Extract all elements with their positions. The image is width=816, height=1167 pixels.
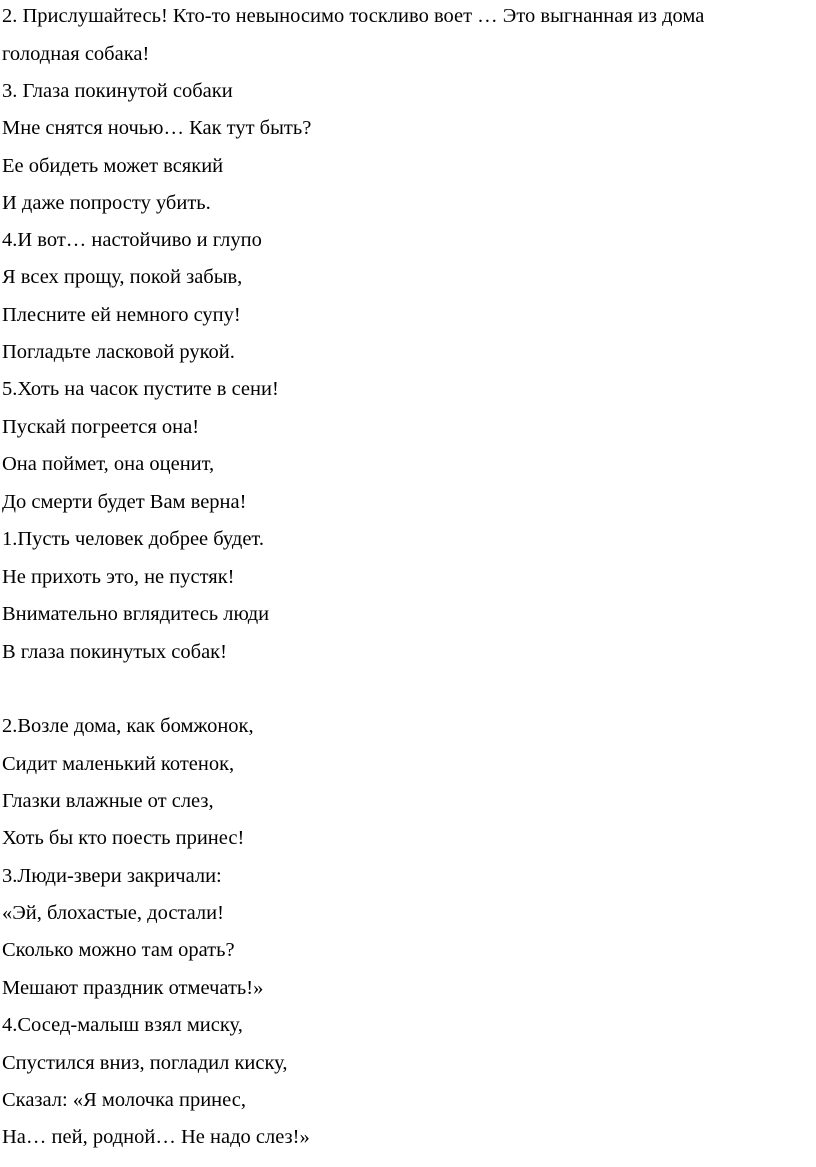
text-line: До смерти будет Вам верна! [2, 491, 247, 513]
text-line: Я всех прощу, покой забыв, [2, 266, 243, 288]
text-line: На… пей, родной… Не надо слез!» [2, 1126, 310, 1148]
text-line: Глазки влажные от слез, [2, 790, 214, 812]
text-line: 4.Сосед-малыш взял миску, [2, 1014, 243, 1036]
text-line: Сидит маленький котенок, [2, 753, 235, 775]
text-line: Мешают праздник отмечать!» [2, 977, 264, 999]
text-line: В глаза покинутых собак! [2, 641, 227, 663]
text-line: Спустился вниз, погладил киску, [2, 1052, 288, 1074]
text-line: Ее обидеть может всякий [2, 155, 224, 177]
text-line: Она поймет, она оценит, [2, 453, 215, 475]
text-line: И даже попросту убить. [2, 192, 211, 214]
text-line: 2.Возле дома, как бомжонок, [2, 715, 254, 737]
text-line: 2. Прислушайтесь! Кто-то невыносимо тоскливо воет … Это выгнанная из дома [2, 5, 705, 27]
text-line: Не прихоть это, не пустяк! [2, 566, 235, 588]
text-line: голодная собака! [2, 43, 150, 65]
text-line: Пускай погреется она! [2, 416, 200, 438]
text-line: Сколько можно там орать? [2, 939, 235, 961]
text-line: Внимательно вглядитесь люди [2, 603, 270, 625]
text-line: 3. Глаза покинутой собаки [2, 80, 233, 102]
text-line: 3.Люди-звери закричали: [2, 865, 222, 887]
text-line: 4.И вот… настойчиво и глупо [2, 229, 262, 251]
text-line: Сказал: «Я молочка принес, [2, 1089, 246, 1111]
text-line: 1.Пусть человек добрее будет. [2, 528, 264, 550]
text-line: Плесните ей немного супу! [2, 304, 241, 326]
text-line: Мне снятся ночью… Как тут быть? [2, 117, 312, 139]
text-line: Погладьте ласковой рукой. [2, 341, 235, 363]
text-line: Хоть бы кто поесть принес! [2, 827, 245, 849]
text-line: «Эй, блохастые, достали! [2, 902, 224, 924]
text-line: 5.Хоть на часок пустите в сени! [2, 378, 279, 400]
